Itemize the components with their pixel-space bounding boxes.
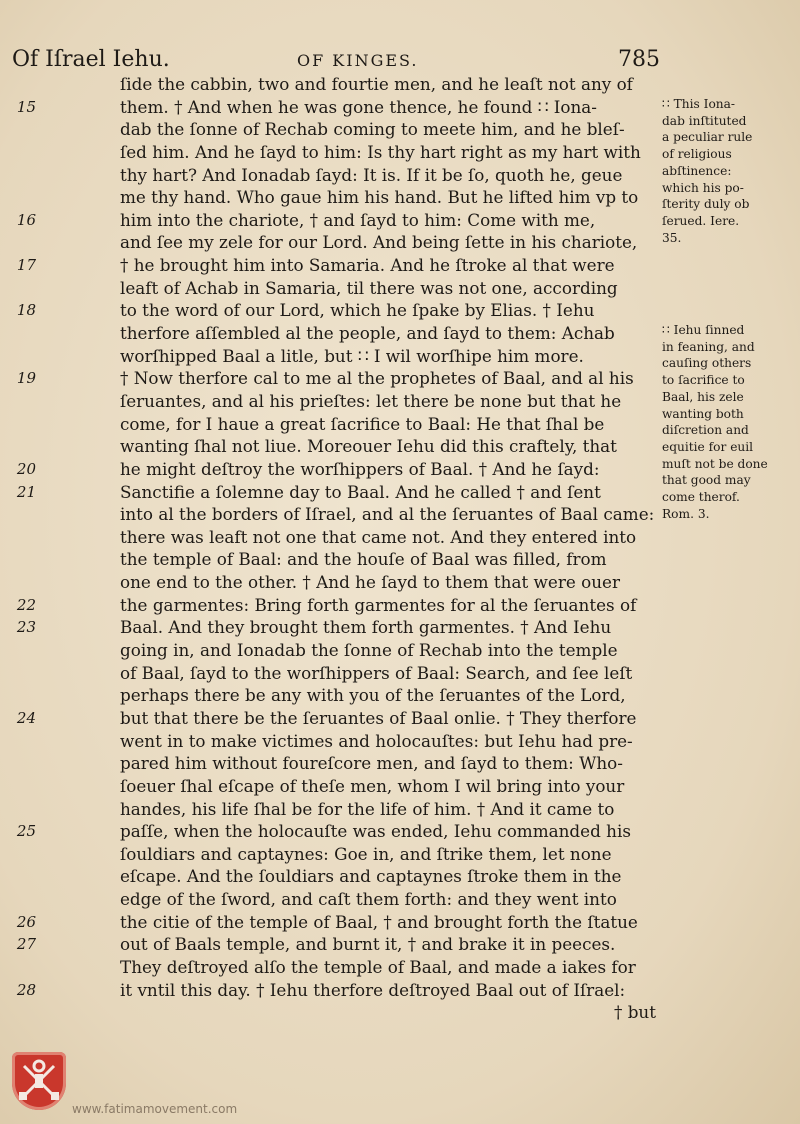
text-line [16,820,656,843]
line-text: them. † And when he was gone thence, he found ∷ Iona- [120,96,597,117]
text-line [16,367,656,390]
line-text: edge of the ſword, and caſt them forth: and they went into [120,889,617,910]
text-line [86,435,656,458]
text-line [16,707,656,730]
line-text: into al the borders of Iſrael, and al the ſeruantes of Baal came: [120,504,655,525]
margin-note-line: in feaning, and [662,339,755,354]
text-line [86,730,656,753]
line-text: of Baal, ſayd to the worſhippers of Baal: Search, and ſee leſt [120,662,633,683]
line-text: dab the ſonne of Rechab coming to meete him, and he bleſ- [120,119,625,140]
text-line [86,503,656,526]
margin-note [662,96,752,246]
text-line [16,96,656,119]
line-text: therfore aſſembled al the people, and ſayd to them: Achab [120,323,615,344]
line-text: the garmentes: Bring forth garmentes for al the ſeruantes of [120,594,637,615]
text-line [86,164,656,187]
papal-keys-icon[interactable] [12,1052,66,1110]
verse-number: 18 [16,301,36,320]
text-line [86,775,656,798]
papal-keys-icon-graphic [12,1052,66,1110]
text-line [86,141,656,164]
text-line [16,458,656,481]
line-text: ſeruantes, and al his prieſtes: let there be none but that he [120,390,622,411]
line-text: ſed him. And he ſayd to him: Is thy hart right as my hart with [120,141,641,162]
margin-note-line: ∷ Iehu ſinned [662,323,745,337]
margin-note-line: of religious [662,147,732,162]
line-text: and ſee my zele for our Lord. And being ſette in his chariote, [120,232,638,253]
text-line [86,186,656,209]
line-text: come, for I haue a great ſacrifice to Baal: He that ſhal be [120,413,605,434]
line-text: to the word of our Lord, which he ſpake by Elias. † Iehu [120,300,595,321]
margin-note-line: ſerued. Iere. [662,213,740,228]
text-line [86,684,656,707]
margin-note-line: dab inſtituted [662,113,747,128]
text-line [86,843,656,866]
text-line [86,639,656,662]
line-text: ſoeuer ſhal eſcape of theſe men, whom I wil bring into your [120,775,625,796]
text-line [86,662,656,685]
margin-note-line: Rom. 3. [662,506,710,521]
margin-note-line: that good may [662,473,751,488]
line-text: the citie of the temple of Baal, † and brought forth the ſtatue [120,911,638,932]
text-line [86,118,656,141]
line-text: Sanctifie a ſolemne day to Baal. And he called † and ſent [120,481,601,502]
line-text: worſhipped Baal a litle, but ∷ I wil worſhipe him more. [120,345,584,366]
line-text: paſſe, when the holocauſte was ended, Iehu commanded his [120,821,631,842]
text-line [86,865,656,888]
verse-number: 24 [16,708,36,727]
text-line [86,413,656,436]
line-text: perhaps there be any with you of the ſeruantes of the Lord, [120,685,626,706]
verse-number: 22 [16,595,36,614]
margin-note-line: equitie for euil [662,439,754,454]
verse-number: 28 [16,980,36,999]
line-text: handes, his life ſhal be for the life of him. † And it came to [120,798,615,819]
text-line [16,254,656,277]
margin-note-line: a peculiar rule [662,130,753,145]
margin-note-line: cauſing others [662,356,752,371]
line-text: thy hart? And Ionadab ſayd: It is. If it be ſo, quoth he, geue [120,164,623,185]
text-line [86,1001,656,1024]
text-line [86,548,656,571]
text-line [86,571,656,594]
margin-note-line: which his po- [662,180,744,195]
text-line [16,911,656,934]
line-text: ſide the cabbin, two and fourtie men, and he leaſt not any of [120,74,633,94]
line-text: Baal. And they brought them forth garmentes. † And Iehu [120,617,612,638]
verse-number: 17 [16,256,36,275]
margin-note-line: ſterity duly ob [662,197,750,212]
text-line [86,231,656,254]
line-text: ſouldiars and captaynes: Goe in, and ſtrike them, let none [120,843,612,864]
margin-note-line: ∷ This Iona- [662,97,736,111]
text-line [16,933,656,956]
margin-note [662,322,768,522]
margin-note-line: come therof. [662,490,740,505]
line-text: They deſtroyed alſo the temple of Baal, and made a iakes for [120,956,636,977]
verse-number: 25 [16,822,36,841]
text-line [16,616,656,639]
line-text: leaft of Achab in Samaria, til there was not one, according [120,277,618,298]
line-text: going in, and Ionadab the ſonne of Rechab into the temple [120,640,618,661]
text-line [86,322,656,345]
verse-number: 23 [16,618,36,637]
text-line [16,481,656,504]
text-line [86,73,656,96]
running-title-left: Of Iſrael Iehu. [12,47,170,72]
text-line [86,277,656,300]
line-text: † Now therfore cal to me al the prophetes of Baal, and al his [120,368,634,389]
line-text: but that there be the ſeruantes of Baal onlie. † They therfore [120,707,637,728]
text-line [16,209,656,232]
verse-number: 20 [16,459,36,478]
line-text: † he brought him into Samaria. And he ſtroke al that were [120,255,615,276]
line-text: went in to make victimes and holocauſtes: but Iehu had pre- [120,730,633,751]
line-text: him into the chariote, † and ſayd to him: Come with me, [120,209,596,230]
line-text: eſcape. And the ſouldiars and captaynes ſtroke them in the [120,866,622,887]
line-text: pared him without foureſcore men, and ſayd to them: Who- [120,753,623,774]
running-title-center: OF KINGES. [297,51,419,70]
margin-note-line: abſtinence: [662,163,732,178]
text-line [86,956,656,979]
verse-number: 19 [16,369,36,388]
text-line [16,594,656,617]
margin-note-line: to ſacrifice to [662,373,745,388]
margin-note-line: diſcretion and [662,423,749,438]
line-text: one end to the other. † And he ſayd to them that were ouer [120,572,620,593]
page-number: 785 [618,47,660,72]
verse-number: 27 [16,935,36,954]
verse-number: 15 [16,97,36,116]
text-line [86,888,656,911]
line-text: he might deſtroy the worſhippers of Baal. † And he ſayd: [120,458,600,479]
line-text: there was leaft not one that came not. And they entered into [120,526,637,547]
verse-number: 16 [16,210,36,229]
margin-note-line: 35. [662,230,682,245]
text-line [16,979,656,1002]
text-line [86,752,656,775]
margin-note-line: muſt not be done [662,456,768,471]
verse-number: 21 [16,482,36,501]
line-text: out of Baals temple, and burnt it, † and brake it in peeces. [120,934,616,955]
text-line [86,345,656,368]
line-text: it vntil this day. † Iehu therfore deſtroyed Baal out of Iſrael: [120,979,626,1000]
line-text: † but [613,1002,656,1023]
scripture-text [16,73,656,1024]
line-text: me thy hand. Who gaue him his hand. But he lifted him vp to [120,187,639,208]
text-line [16,299,656,322]
website-url[interactable]: www.fatimamovement.com [72,1102,238,1116]
line-text: the temple of Baal: and the houſe of Baal was filled, from [120,549,607,570]
margin-note-line: Baal, his zele [662,389,744,404]
text-line [86,390,656,413]
text-line [86,798,656,821]
margin-note-line: wanting both [662,406,744,421]
line-text: wanting ſhal not liue. Moreouer Iehu did this craftely, that [120,436,617,457]
verse-number: 26 [16,912,36,931]
text-line [86,526,656,549]
